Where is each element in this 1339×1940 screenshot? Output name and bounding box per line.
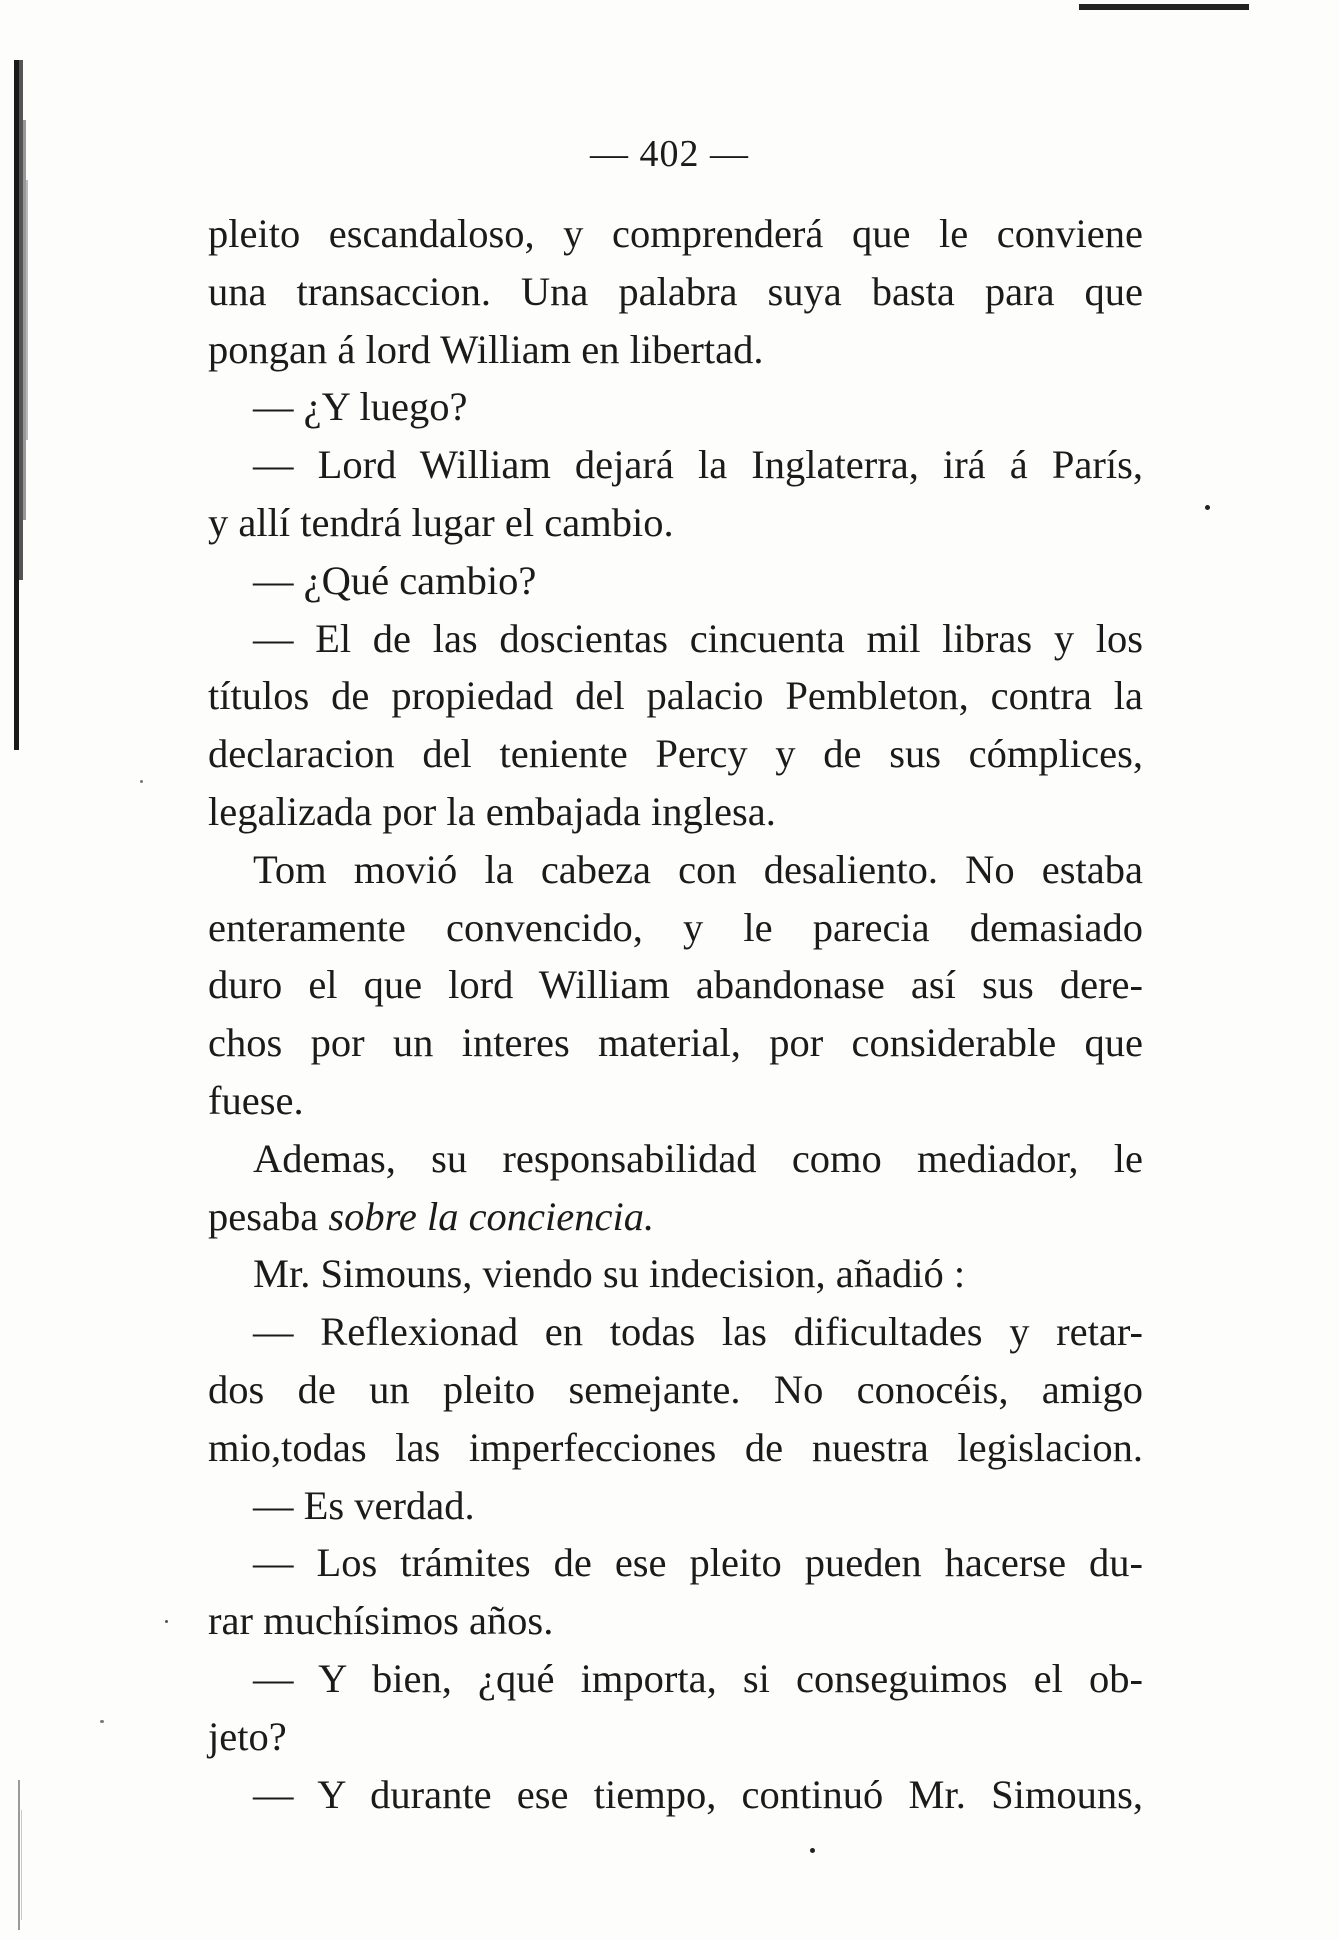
- top-rule: [1079, 4, 1249, 10]
- text-line: pleito escandaloso, y comprenderá que le conviene: [208, 211, 1143, 256]
- text-line: Tom movió la cabeza con desaliento. No estaba: [253, 846, 1143, 892]
- text-line: — ¿Qué cambio?: [253, 557, 537, 603]
- text-line: legalizada por la embajada inglesa.: [208, 788, 776, 834]
- text-line: mio,todas las imperfecciones de nuestra legislacion.: [208, 1424, 1143, 1470]
- page-number: — 402 —: [590, 133, 749, 175]
- text-line: dos de un pleito semejante. No conocéis, amigo: [208, 1366, 1143, 1412]
- text-line: pongan á lord William en libertad.: [208, 326, 764, 372]
- text-line: una transaccion. Una palabra suya basta para que: [208, 268, 1143, 314]
- text-line: — El de las doscientas cincuenta mil libras y los: [253, 615, 1143, 661]
- text-line: — Y bien, ¿qué importa, si conseguimos el ob-: [253, 1655, 1143, 1701]
- text-line: títulos de propiedad del palacio Pembleton, contra la: [208, 673, 1143, 719]
- text-line: — Los trámites de ese pleito pueden hacerse du-: [253, 1540, 1143, 1586]
- text-line: Mr. Simouns, viendo su indecision, añadió :: [253, 1251, 966, 1297]
- text-line: — Reflexionad en todas las dificultades y retar-: [253, 1309, 1143, 1355]
- text-line: rar muchísimos años.: [208, 1598, 554, 1644]
- ink-speck: [1205, 505, 1210, 510]
- text-line: y allí tendrá lugar el cambio.: [208, 499, 674, 545]
- text-line: duro el que lord William abandonase así sus dere-: [208, 962, 1143, 1008]
- text-line: pesaba sobre la conciencia.: [208, 1193, 655, 1239]
- body-text: [208, 205, 1143, 1823]
- text-line: jeto?: [208, 1713, 287, 1759]
- text-line: Ademas, su responsabilidad como mediador, le: [253, 1135, 1143, 1181]
- ink-speck: [810, 1848, 815, 1853]
- text-line: — Y durante ese tiempo, continuó Mr. Simouns,: [253, 1771, 1143, 1817]
- binding-shadow-lower: [4, 1780, 42, 1930]
- ink-speck: [140, 780, 143, 783]
- text-line: fuese.: [208, 1077, 304, 1123]
- italic-phrase: sobre la conciencia.: [328, 1193, 655, 1239]
- text-line: — Es verdad.: [253, 1482, 475, 1528]
- text-line: — ¿Y luego?: [253, 384, 468, 430]
- ink-speck: [100, 1720, 104, 1723]
- text-line: chos por un interes material, por considerable que: [208, 1020, 1143, 1066]
- ink-speck: [165, 1620, 168, 1623]
- text-line: declaracion del teniente Percy y de sus cómplices,: [208, 731, 1143, 777]
- text-line: enteramente convencido, y le parecia demasiado: [208, 904, 1143, 950]
- text-line: — Lord William dejará la Inglaterra, irá á París,: [253, 442, 1143, 488]
